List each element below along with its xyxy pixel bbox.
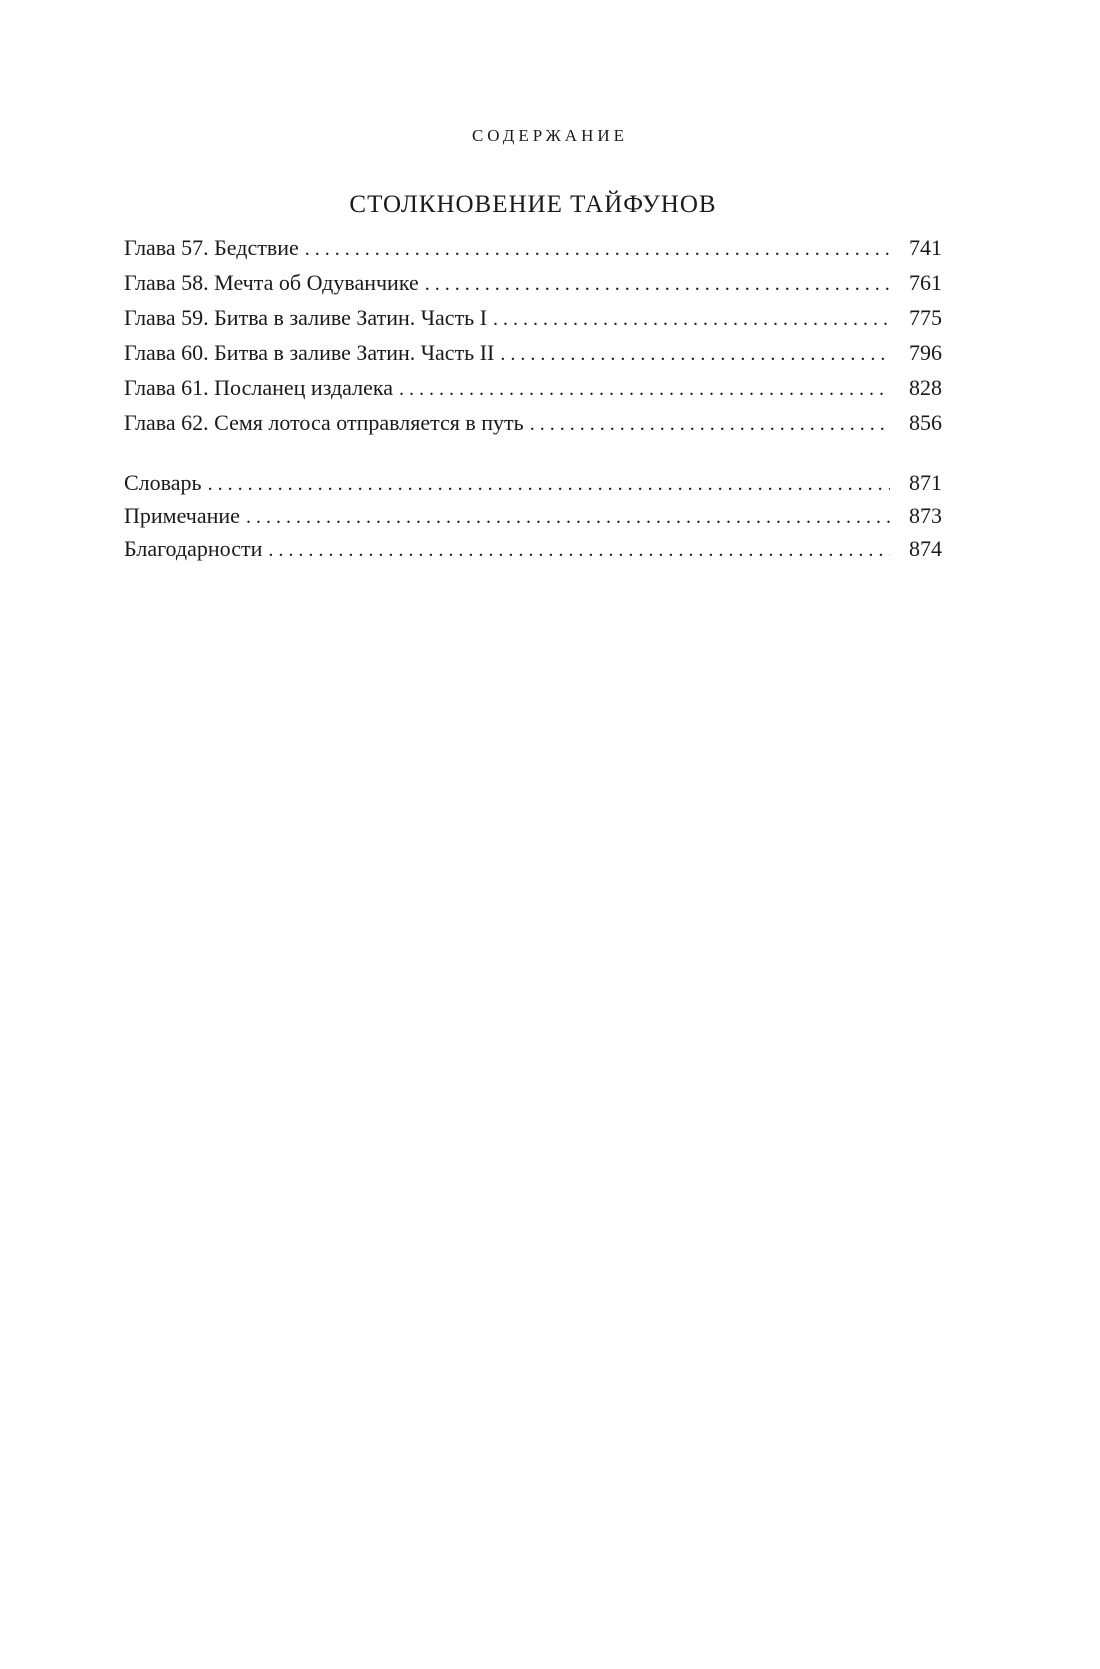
toc-entry-page: 761 <box>909 270 942 295</box>
toc-entry[interactable] <box>124 499 942 532</box>
toc-entry-page: 856 <box>909 410 942 435</box>
chapter-list <box>124 230 942 440</box>
dot-leader <box>500 337 890 372</box>
toc-entry-label: Словарь <box>124 470 202 495</box>
dot-leader <box>399 372 890 407</box>
toc-entry[interactable] <box>124 370 942 405</box>
toc-entry[interactable] <box>124 335 942 370</box>
back-matter-list <box>124 466 942 565</box>
toc-entry-label: Благодарности <box>124 536 263 561</box>
toc-entry[interactable] <box>124 466 942 499</box>
toc-entry[interactable] <box>124 265 942 300</box>
running-head: СОДЕРЖАНИЕ <box>471 126 629 145</box>
toc-entry[interactable] <box>124 230 942 265</box>
toc-entry-label: Глава 60. Битва в заливе Затин. Часть II <box>124 340 495 365</box>
dot-leader <box>425 267 890 302</box>
dot-leader <box>246 501 890 534</box>
toc-entry-page: 828 <box>909 375 942 400</box>
dot-leader <box>268 534 890 567</box>
part-title: СТОЛКНОВЕНИЕ ТАЙФУНОВ <box>349 191 717 218</box>
toc-entry-label: Глава 61. Посланец издалека <box>124 375 394 400</box>
table-of-contents <box>124 188 942 565</box>
toc-entry-label: Примечание <box>124 503 240 528</box>
toc-entry-page: 741 <box>909 235 942 260</box>
toc-entry-page: 775 <box>909 305 942 330</box>
toc-entry-label: Глава 62. Семя лотоса отправляется в путь <box>124 410 524 435</box>
toc-entry-label: Глава 58. Мечта об Одуванчике <box>124 270 419 295</box>
toc-entry-label: Глава 59. Битва в заливе Затин. Часть I <box>124 305 488 330</box>
dot-leader <box>305 232 890 267</box>
toc-entry-page: 874 <box>909 536 942 561</box>
section-spacer <box>124 440 942 466</box>
toc-entry[interactable] <box>124 300 942 335</box>
toc-entry-page: 873 <box>909 503 942 528</box>
dot-leader <box>530 407 890 442</box>
toc-entry-page: 871 <box>909 470 942 495</box>
toc-entry[interactable] <box>124 405 942 440</box>
dot-leader <box>208 468 890 501</box>
dot-leader <box>493 302 890 337</box>
toc-entry-label: Глава 57. Бедствие <box>124 235 299 260</box>
toc-entry-page: 796 <box>909 340 942 365</box>
toc-entry[interactable] <box>124 532 942 565</box>
